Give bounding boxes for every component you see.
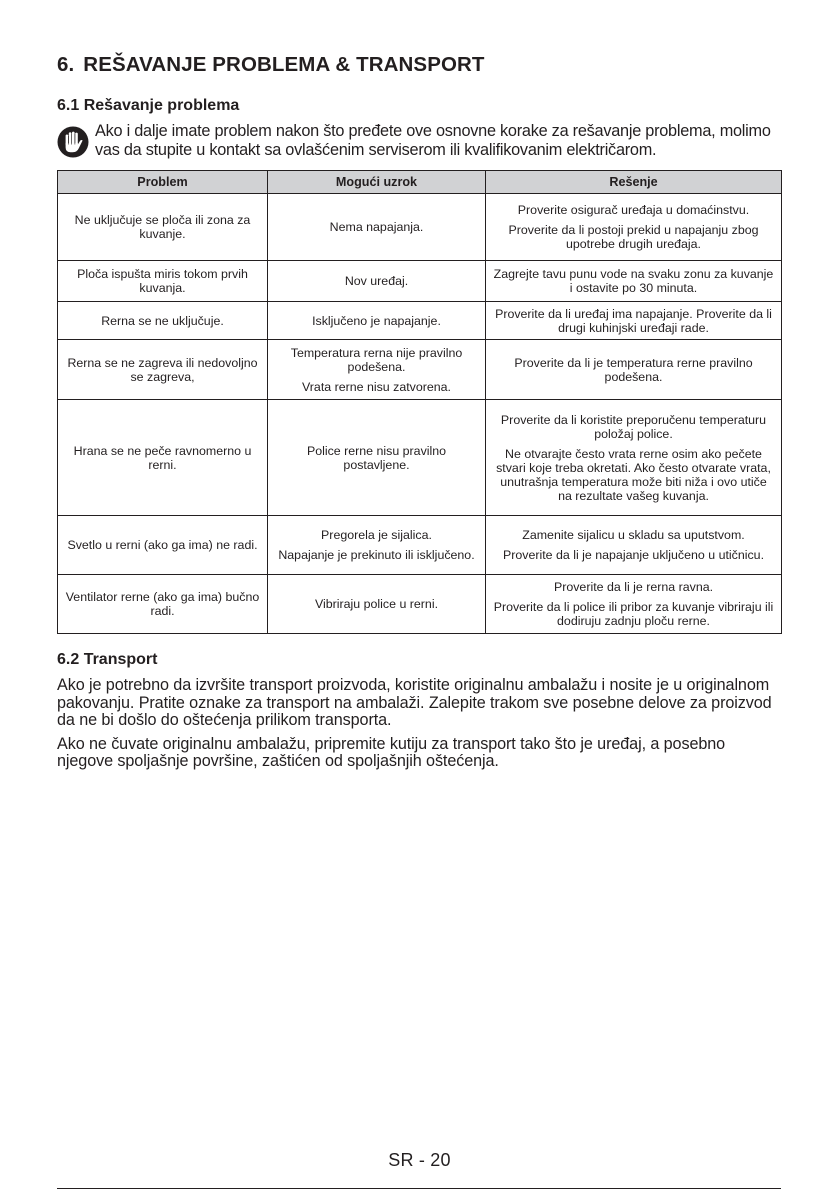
problem-cell (58, 302, 268, 340)
warning-text: Ako i dalje imate problem nakon što pređete ove osnovne korake za rešavanje problema, molimo vas da stupite u kontakt sa ovlašćenim serviserom ili kvalifikovanim električarom. (95, 122, 771, 159)
table-header-row (58, 171, 782, 194)
table-row (58, 400, 782, 516)
solution-text: Zamenite sijalicu u skladu sa uputstvom. (522, 528, 745, 542)
problem-text: Ploča ispušta miris tokom prvih kuvanja. (77, 267, 248, 295)
troubleshooting-table (57, 170, 782, 634)
problem-text: Svetlo u rerni (ako ga ima) ne radi. (67, 538, 258, 552)
solution-text: Proverite osigurač uređaja u domaćinstvu. (517, 203, 750, 217)
solution-text: Proverite da li police ili pribor za kuvanje vibriraju ili dodiruju zadnju ploču rerne. (493, 600, 774, 628)
troubleshooting-heading: 6.1 Rešavanje problema (57, 97, 240, 114)
footer-divider (57, 1188, 781, 1189)
cause-text: Isključeno je napajanje. (312, 313, 441, 328)
problem-cell (58, 575, 268, 634)
cause-text: Napajanje je prekinuto ili isključeno. (278, 548, 475, 562)
cause-cell (268, 261, 486, 302)
section-number: 6. (57, 53, 75, 76)
solution-text: Ne otvarajte često vrata rerne osim ako pečete stvari koje treba okretati. Ako često otvarate vrata, unutrašnja temperatura može biti niža i ovo utiče na rezultate vašeg kuvanja. (496, 446, 771, 503)
cause-cell (268, 575, 486, 634)
problem-cell (58, 261, 268, 302)
problem-text: Hrana se ne peče ravnomerno u rerni. (73, 443, 252, 472)
problem-cell (58, 340, 268, 400)
solution-text: Zagrejte tavu punu vode na svaku zonu za kuvanje i ostavite po 30 minuta. (493, 267, 774, 295)
transport-paragraph: Ako je potrebno da izvršite transport proizvoda, koristite originalnu ambalažu i nosite je u originalnom pakovanju. Pratite oznake za transport na ambalaži. Zalepite trakom sve posebne delove za proizvod da ne bi došlo do oštećenja prilikom transporta. (57, 676, 772, 729)
page-number: SR - 20 (388, 1150, 451, 1170)
cause-text: Nov uređaj. (344, 274, 409, 288)
section-title (57, 53, 485, 77)
cause-text: Vibriraju police u rerni. (314, 597, 439, 611)
cause-cell (268, 340, 486, 400)
cause-text: Vrata rerne nisu zatvorena. (302, 379, 451, 394)
problem-cell (58, 194, 268, 261)
table-row (58, 575, 782, 634)
cause-text: Temperatura rerna nije pravilno podešena. (290, 345, 463, 374)
table-row (58, 261, 782, 302)
stop-hand-icon (57, 126, 89, 158)
cause-text: Police rerne nisu pravilno postavljene. (306, 443, 447, 472)
solution-text: Proverite da li koristite preporučenu temperaturu položaj police. (500, 412, 767, 441)
table-row (58, 302, 782, 340)
problem-cell (58, 516, 268, 575)
problem-text: Ne uključuje se ploča ili zona za kuvanje. (74, 213, 251, 241)
section-title-text: REŠAVANJE PROBLEMA & TRANSPORT (83, 53, 485, 76)
cause-text: Nema napajanja. (329, 220, 424, 234)
cause-cell (268, 516, 486, 575)
problem-text: Ventilator rerne (ako ga ima) bučno radi. (65, 590, 260, 618)
cause-cell (268, 302, 486, 340)
transport-section (57, 677, 781, 777)
solution-cell (486, 400, 782, 516)
transport-heading: 6.2 Transport (57, 651, 158, 668)
solution-cell (486, 575, 782, 634)
header-cause: Mogući uzrok (268, 171, 486, 194)
table-row (58, 194, 782, 261)
cause-cell (268, 400, 486, 516)
table-row (58, 340, 782, 400)
transport-paragraph: Ako ne čuvate originalnu ambalažu, pripremite kutiju za transport tako što je uređaj, a posebno njegove spoljašnje površine, zaštićen od spoljašnjih oštećenja. (57, 734, 726, 770)
header-solution: Rešenje (486, 171, 782, 194)
solution-text: Proverite da li je temperatura rerne pravilno podešena. (514, 355, 753, 384)
problem-text: Rerna se ne uključuje. (101, 313, 224, 328)
solution-text: Proverite da li postoji prekid u napajanju zbog upotrebe drugih uređaja. (508, 223, 759, 251)
solution-text: Proverite da li je rerna ravna. (553, 580, 714, 594)
solution-cell (486, 261, 782, 302)
header-problem: Problem (58, 171, 268, 194)
solution-text: Proverite da li uređaj ima napajanje. Proverite da li drugi kuhinjski uređaji rade. (495, 306, 772, 335)
table-row (58, 516, 782, 575)
solution-cell (486, 302, 782, 340)
solution-cell (486, 516, 782, 575)
problem-cell (58, 400, 268, 516)
solution-cell (486, 340, 782, 400)
solution-text: Proverite da li je napajanje uključeno u utičnicu. (502, 548, 765, 562)
solution-cell (486, 194, 782, 261)
cause-text: Pregorela je sijalica. (321, 528, 432, 542)
problem-text: Rerna se ne zagreva ili nedovoljno se zagreva, (67, 355, 258, 384)
warning-note (57, 122, 787, 160)
cause-cell (268, 194, 486, 261)
